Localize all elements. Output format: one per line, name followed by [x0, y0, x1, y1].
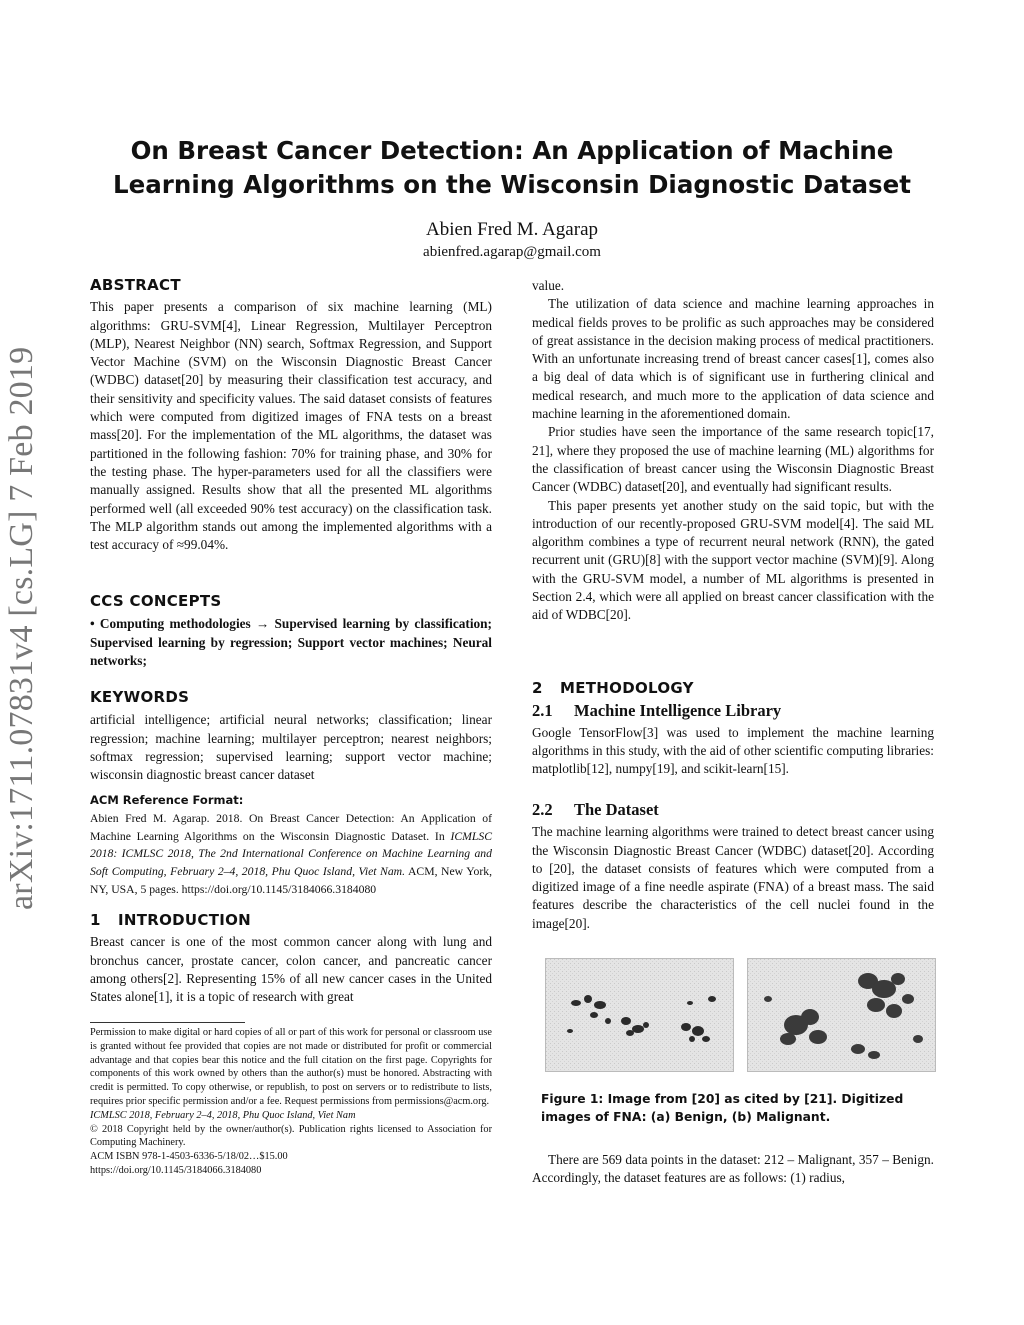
methodology-heading — [532, 679, 934, 697]
author-name: Abien Fred M. Agarap — [425, 219, 599, 240]
introduction-paragraph-1-continued: value. — [532, 278, 565, 293]
keywords-text: artificial intelligence; artificial neural networks; classification; linear regression; machine learning; multilayer perceptron; nearest neighbors; softmax regression; supervised learning; support vector machine; wisconsin diagnostic breast cancer dataset — [90, 712, 492, 783]
footnote-rule — [90, 1022, 245, 1023]
subsection-2-1-title: Machine Intelligence Library — [574, 701, 782, 721]
footnote-isbn: ACM ISBN 978-1-4503-6336-5/18/02…$15.00 — [90, 1151, 288, 1163]
ccs-heading: CCS CONCEPTS — [90, 592, 222, 610]
dataset-section — [532, 801, 934, 933]
abstract-section — [90, 276, 492, 554]
keywords-section — [90, 688, 492, 784]
subsection-2-2-title: The Dataset — [574, 800, 659, 819]
introduction-heading — [90, 911, 492, 929]
title-line-1: On Breast Cancer Detection: An Application of Machine — [130, 136, 894, 165]
methodology-number: 2 — [532, 679, 543, 697]
acm-reference-text — [90, 810, 492, 899]
malignant-cells-illustration — [748, 959, 935, 1071]
footnote-doi: https://doi.org/10.1145/3184066.3184080 — [90, 1164, 262, 1176]
keywords-heading: KEYWORDS — [90, 688, 190, 706]
figure-caption: Figure 1: Image from [20] as cited by [21]. Digitized images of FNA: (a) Benign, (b) Malignant. — [541, 1092, 904, 1124]
introduction-continued — [532, 277, 934, 625]
title-line-2: Learning Algorithms on the Wisconsin Diagnostic Dataset — [113, 170, 911, 199]
arxiv-stamp: arXiv:1711.07831v4 [cs.LG] 7 Feb 2019 — [3, 346, 40, 910]
introduction-paragraph-3: Prior studies have seen the importance of the same research topic[17, 21], where they proposed the use of machine learning (ML) algorithms for the classification of breast cancer using the Wisconsin Diagnostic Breast Cancer (WDBC) dataset[20], and eventually had significant results. — [532, 424, 934, 495]
acm-reference-heading: ACM Reference Format: — [90, 793, 244, 807]
dataset-continued — [532, 1151, 934, 1188]
subsection-2-1-number: 2.1 — [532, 701, 553, 721]
permission-footnote — [90, 1026, 492, 1178]
permission-text: Permission to make digital or hard copies of all or part of this work for personal or classroom use is granted without fee provided that copies are not made or distributed for profit or commercial advantage and that copies bear this notice and the full citation on the first page. Copyrights for components of this work owned by others than the author(s) must be honored. Abstracting with credit is permitted. To copy otherwise, or republish, to post on servers or to redistribute to lists, requires prior specific permission and/or a fee. Request permissions from permissions@acm.org. — [90, 1027, 492, 1107]
abstract-heading: ABSTRACT — [90, 276, 181, 294]
ccs-text: • Computing methodologies → Supervised learning by classification; Supervised learning by regression; Support vector machines; Neural networks; — [90, 616, 492, 668]
dataset-paragraph-2: There are 569 data points in the dataset: 212 – Malignant, 357 – Benign. Accordingly, the dataset features are as follows: (1) radius, — [532, 1152, 934, 1186]
author-email: abienfred.agarap@gmail.com — [423, 244, 601, 260]
ccs-section — [90, 592, 492, 670]
subsection-2-1-heading — [532, 702, 934, 720]
introduction-title: INTRODUCTION — [118, 911, 252, 929]
methodology-title: METHODOLOGY — [560, 679, 694, 697]
figure-malignant-image — [747, 958, 936, 1072]
paper-title — [60, 134, 964, 202]
introduction-paragraph-1: Breast cancer is one of the most common cancer along with lung and bronchus cancer, prostate cancer, colon cancer, and pancreatic cancer among others[2]. Representing 15% of all new cancer cases in the United States alone[1], it is a topic of research with great — [90, 934, 492, 1005]
figure-benign-image — [545, 958, 734, 1072]
footnote-copyright: © 2018 Copyright held by the owner/author(s). Publication rights licensed to Association for Computing Machinery. — [90, 1123, 492, 1149]
subsection-2-1-text: Google TensorFlow[3] was used to implement the machine learning algorithms in this study, with the aid of other scientific computing libraries: matplotlib[12], numpy[19], and scikit-learn[15]. — [532, 724, 934, 777]
benign-cells-illustration — [546, 959, 733, 1071]
methodology-section — [532, 679, 934, 778]
acm-reference-line: Abien Fred M. Agarap. 2018. On Breast Cancer Detection: An Application of Machine Learning Algorithms on the Wisconsin Diagnostic Dataset. In — [90, 811, 492, 843]
introduction-paragraph-2: The utilization of data science and machine learning approaches in medical fields proves to be prolific as such approaches may be considered of great assistance in the decision making process of medical practitioners. With an unfortunate increasing trend of breast cancer cases[1], comes also a big deal of data which is of significant use in furthering clinical and medical research, and much more to the application of data science and machine learning in the aforementioned domain. — [532, 296, 934, 422]
subsection-2-2-number: 2.2 — [532, 800, 553, 819]
introduction-paragraph-4: This paper presents yet another study on the said topic, but with the introduction of our recently-proposed GRU-SVM model[4]. The said ML algorithm combines a type of recurrent neural network (RNN), the gated recurrent unit (GRU)[8] with the support vector machine (SVM)[9]. Along with the GRU-SVM model, a number of ML algorithms is presented in Section 2.4, which were all applied on breast cancer classification with the aid of WDBC[20]. — [532, 497, 934, 623]
footnote-venue: ICMLSC 2018, February 2–4, 2018, Phu Quoc Island, Viet Nam — [90, 1109, 356, 1121]
abstract-text: This paper presents a comparison of six machine learning (ML) algorithms: GRU-SVM[4], Linear Regression, Multilayer Perceptron (MLP), Nearest Neighbor (NN) search, Softmax Regression, and Support Vector Machine (SVM) on the Wisconsin Diagnostic Breast Cancer (WDBC) dataset[20] by measuring their classification test accuracy, and their sensitivity and specificity values. The said dataset consists of features which were computed from digitized images of FNA tests on a breast mass[20]. For the implementation of the ML algorithms, the dataset was partitioned in the following fashion: 70% for training phase, and 30% for the testing phase. The hyper-parameters used for all the classifiers were manually assigned. Results show that all the presented ML algorithms performed well (all exceeded 90% test accuracy) on the classification task. The MLP algorithm stands out among the implemented algorithms with a test accuracy of ≈99.04%. — [90, 299, 492, 553]
introduction-number: 1 — [90, 911, 101, 929]
acm-reference — [90, 792, 492, 899]
subsection-2-2-text: The machine learning algorithms were trained to detect breast cancer using the Wisconsin Diagnostic Breast Cancer (WDBC) dataset[20]. According to [20], the dataset consists of features which were computed from a digitized image of a fine needle aspirate (FNA) of a breast mass. The said features describe the characteristics of the cell nuclei found in the image[20]. — [532, 824, 934, 931]
acm-reference-tail: ACM, New York, NY, USA, 5 pages. https://doi.org/10.1145/3184066.3184080 — [90, 865, 492, 896]
subsection-2-2-heading — [532, 801, 934, 819]
acm-reference-venue: ICMLSC 2018: ICMLSC 2018, The 2nd International Conference on Machine Learning and Soft Computing, February 2–4, 2018, Phu Quoc Island, Viet Nam. — [90, 829, 493, 879]
introduction-section — [90, 911, 492, 1006]
